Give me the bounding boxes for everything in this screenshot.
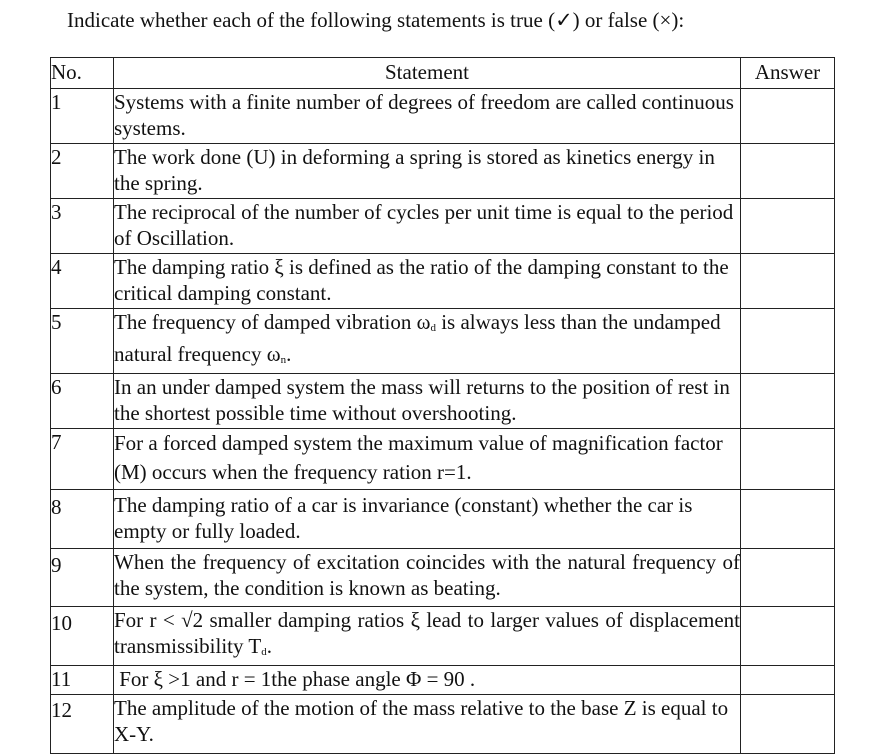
table-row [51,549,835,607]
row-number: 4 [51,254,114,309]
statement-part: . [286,342,292,366]
header-no: No. [51,58,114,89]
answer-cell[interactable] [741,666,835,695]
table-row [51,309,835,374]
answer-cell[interactable] [741,695,835,754]
row-number: 12 [51,695,114,754]
row-statement: The amplitude of the motion of the mass relative to the base Z is equal to X-Y. [114,695,741,754]
statement-part: . [266,634,272,658]
answer-cell[interactable] [741,144,835,199]
row-number: 11 [51,666,114,695]
table-row [51,666,835,695]
row-statement: For ξ >1 and r = 1the phase angle Φ = 90 . [114,666,741,695]
row-statement: The damping ratio of a car is invariance (constant) whether the car is empty or fully loaded. [114,490,741,549]
row-number: 1 [51,89,114,144]
row-statement [114,607,741,666]
true-false-table [50,57,835,754]
row-statement: The reciprocal of the number of cycles per unit time is equal to the period of Oscillation. [114,199,741,254]
answer-cell[interactable] [741,490,835,549]
header-statement: Statement [114,58,741,89]
row-statement [114,309,741,374]
table-row [51,144,835,199]
table-row [51,89,835,144]
row-number: 6 [51,374,114,429]
row-statement: The work done (U) in deforming a spring is stored as kinetics energy in the spring. [114,144,741,199]
header-row [51,58,835,89]
answer-cell[interactable] [741,607,835,666]
row-statement: In an under damped system the mass will returns to the position of rest in the shortest possible time without overshooting. [114,374,741,429]
answer-cell[interactable] [741,199,835,254]
row-number: 8 [51,490,114,549]
answer-cell[interactable] [741,374,835,429]
row-number: 5 [51,309,114,374]
subscript-d: d [261,646,267,658]
subscript-d: d [430,322,436,334]
row-statement: The damping ratio ξ is defined as the ratio of the damping constant to the critical damping constant. [114,254,741,309]
table-row [51,199,835,254]
table-row [51,695,835,754]
row-statement: Systems with a finite number of degrees of freedom are called continuous systems. [114,89,741,144]
answer-cell[interactable] [741,549,835,607]
instruction-text: Indicate whether each of the following statements is true (✓) or false (×): [67,8,685,32]
table-row [51,374,835,429]
table-row [51,429,835,490]
statement-part: The frequency of damped vibration ω [114,310,431,334]
header-answer: Answer [741,58,835,89]
row-number: 3 [51,199,114,254]
table-row [51,254,835,309]
row-number: 10 [51,607,114,666]
answer-cell[interactable] [741,429,835,490]
row-number: 9 [51,549,114,607]
statement-part: For r < √2 smaller damping ratios ξ lead to larger values of displacement transmissibility T [114,608,740,658]
table-row [51,490,835,549]
row-number: 7 [51,429,114,490]
answer-cell[interactable] [741,254,835,309]
row-statement: When the frequency of excitation coincides with the natural frequency of the system, the condition is known as beating. [114,549,741,607]
answer-cell[interactable] [741,89,835,144]
subscript-n: n [280,354,287,366]
row-number: 2 [51,144,114,199]
table-row [51,607,835,666]
statement-part: is always less than the undamped natural frequency ω [114,310,721,366]
row-statement: For a forced damped system the maximum value of magnification factor (M) occurs when the frequency ration r=1. [114,429,741,490]
answer-cell[interactable] [741,309,835,374]
